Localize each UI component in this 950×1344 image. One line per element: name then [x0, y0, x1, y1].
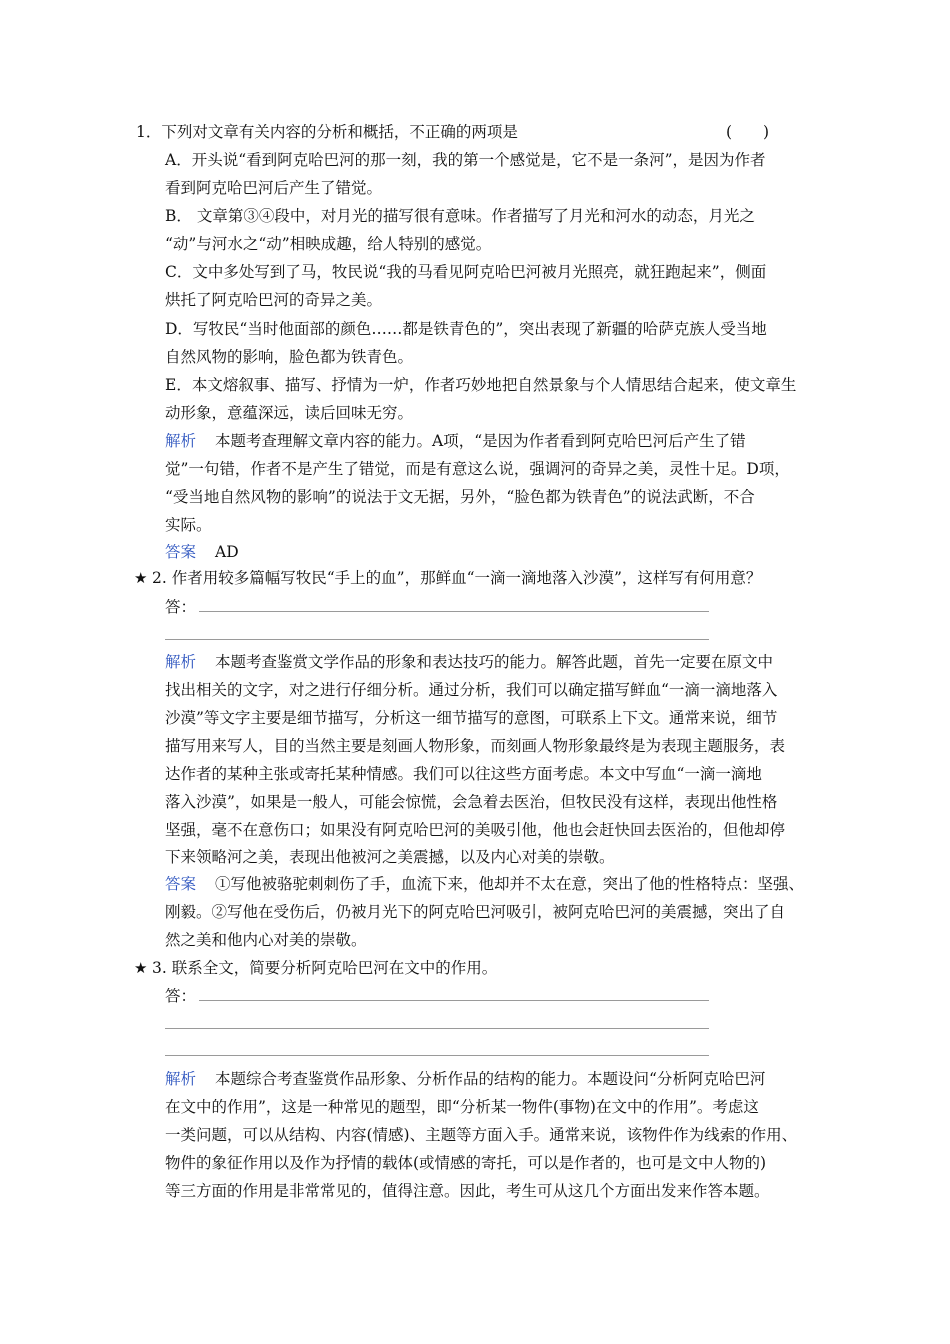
q3-analysis-line3: 一类问题，可以从结构、内容(情感)、主题等方面入手。通常来说，该物件作为线索的作用、	[165, 1126, 798, 1144]
q1-option-e-line2: 动形象，意蕴深远，读后回味无穷。	[165, 404, 414, 422]
q2-stem: 2. 作者用较多篇幅写牧民“手上的血”，那鲜血“一滴一滴地落入沙漠”，这样写有何用意？	[152, 569, 762, 587]
q1-option-b-line1: B． 文章第③④段中，对月光的描写很有意味。作者描写了月光和河水的动态，月光之	[165, 207, 755, 225]
q2-answer-line3: 然之美和他内心对美的崇敬。	[165, 931, 367, 949]
q1-option-a-line2: 看到阿克哈巴河后产生了错觉。	[165, 179, 383, 197]
q2-answer-blank-line2[interactable]	[165, 639, 709, 640]
q2-analysis-line1: 本题考查鉴赏文学作品的形象和表达技巧的能力。解答此题，首先一定要在原文中	[215, 653, 774, 671]
q1-analysis-line3: “受当地自然风物的影响”的说法于文无据，另外，“脸色都为铁青色”的说法武断，不合	[165, 488, 755, 506]
q1-option-a-line1: A．开头说“看到阿克哈巴河的那一刻，我的第一个感觉是，它不是一条河”，是因为作者	[165, 151, 766, 169]
q3-answer-blank-line3[interactable]	[165, 1055, 709, 1056]
q1-option-c-line2: 烘托了阿克哈巴河的奇异之美。	[165, 291, 383, 309]
q1-stem: 1．下列对文章有关内容的分析和概括，不正确的两项是	[136, 123, 518, 141]
q2-analysis-line6: 落入沙漠”，如果是一般人，可能会惊慌，会急着去医治，但牧民没有这样，表现出他性格	[165, 793, 778, 811]
q1-answer-label: 答案	[165, 543, 197, 561]
q1-option-b-line2: “动”与河水之“动”相映成趣，给人特别的感觉。	[165, 235, 492, 253]
q3-answer-blank-line2[interactable]	[165, 1028, 709, 1029]
q2-analysis-line5: 达作者的某种主张或寄托某种情感。我们可以往这些方面考虑。本文中写血“一滴一滴地	[165, 765, 762, 783]
q2-analysis-label: 解析	[165, 653, 197, 671]
q3-analysis-line5: 等三方面的作用是非常常见的，值得注意。因此，考生可从这几个方面出发来作答本题。	[165, 1182, 770, 1200]
q3-stem: 3. 联系全文，简要分析阿克哈巴河在文中的作用。	[152, 959, 498, 977]
q1-analysis-label: 解析	[165, 432, 197, 450]
q1-analysis-line4: 实际。	[165, 516, 212, 534]
q2-analysis-line2: 找出相关的文字，对之进行仔细分析。通过分析，我们可以确定描写鲜血“一滴一滴地落入	[165, 681, 778, 699]
q3-answer-prompt: 答：	[165, 987, 197, 1005]
q1-option-d-line2: 自然风物的影响，脸色都为铁青色。	[165, 348, 414, 366]
q2-answer-label: 答案	[165, 875, 197, 893]
q2-analysis-line3: 沙漠”等文字主要是细节描写，分析这一细节描写的意图，可联系上下文。通常来说，细节	[165, 709, 778, 727]
q2-answer-prompt: 答：	[165, 598, 197, 616]
q1-option-c-line1: C．文中多处写到了马，牧民说“我的马看见阿克哈巴河被月光照亮，就狂跑起来”，侧面	[165, 263, 767, 281]
q3-analysis-line4: 物件的象征作用以及作为抒情的载体(或情感的寄托，可以是作者的，也可是文中人物的)	[165, 1154, 767, 1172]
q3-analysis-line2: 在文中的作用”，这是一种常见的题型，即“分析某一物件(事物)在文中的作用”。考虑这	[165, 1098, 759, 1116]
q1-option-d-line1: D．写牧民“当时他面部的颜色……都是铁青色的”，突出表现了新疆的哈萨克族人受当地	[165, 320, 767, 338]
q2-analysis-line7: 坚强，毫不在意伤口；如果没有阿克哈巴河的美吸引他，他也会赶快回去医治的，但他却停	[165, 821, 786, 839]
q1-analysis-line1: 本题考查理解文章内容的能力。A项，“是因为作者看到阿克哈巴河后产生了错	[215, 432, 746, 450]
q2-answer-line1: ①写他被骆驼刺刺伤了手，血流下来，他却并不太在意，突出了他的性格特点：坚强、	[215, 875, 805, 893]
q2-star-icon: ★	[134, 569, 148, 587]
q2-analysis-line8: 下来领略河之美，表现出他被河之美震撼，以及内心对美的崇敬。	[165, 848, 615, 866]
q2-answer-blank-line1[interactable]	[199, 611, 709, 612]
q1-answer: AD	[215, 543, 239, 561]
q1-option-e-line1: E．本文熔叙事、描写、抒情为一炉，作者巧妙地把自然景象与个人情思结合起来，使文章生	[165, 376, 797, 394]
q1-answer-paren: ( )	[726, 123, 770, 141]
q3-analysis-line1: 本题综合考查鉴赏作品形象、分析作品的结构的能力。本题设问“分析阿克哈巴河	[215, 1070, 766, 1088]
q3-star-icon: ★	[134, 959, 148, 977]
q3-answer-blank-line1[interactable]	[199, 1000, 709, 1001]
q2-analysis-line4: 描写用来写人，目的当然主要是刻画人物形象，而刻画人物形象最终是为表现主题服务，表	[165, 737, 786, 755]
q1-analysis-line2: 觉”一句错，作者不是产生了错觉，而是有意这么说，强调河的奇异之美，灵性十足。D项，	[165, 460, 790, 478]
q2-answer-line2: 刚毅。②写他在受伤后，仍被月光下的阿克哈巴河吸引，被阿克哈巴河的美震撼，突出了自	[165, 903, 786, 921]
q3-analysis-label: 解析	[165, 1070, 197, 1088]
